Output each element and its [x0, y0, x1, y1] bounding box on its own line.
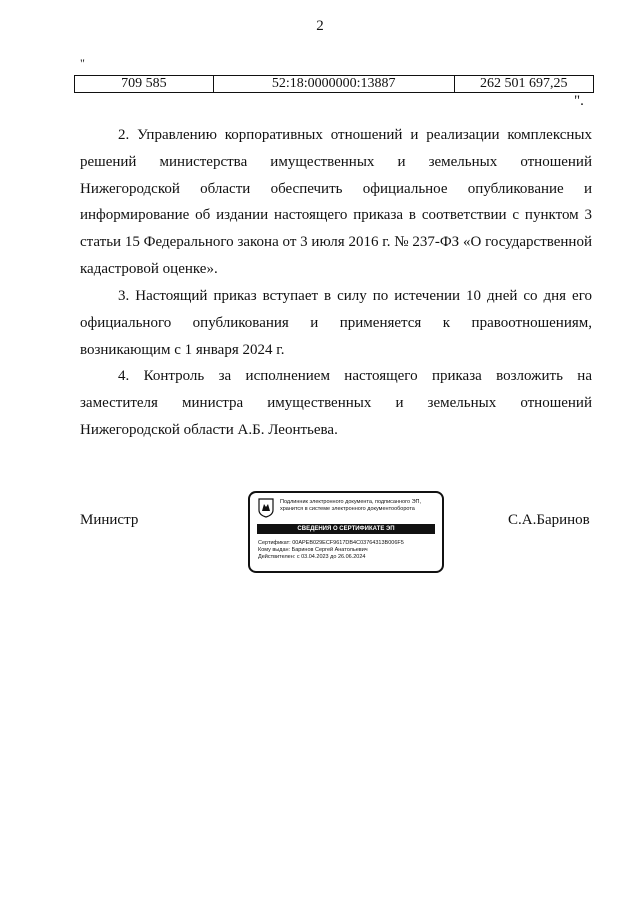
paragraph-3 — [80, 283, 592, 363]
opening-quote: " — [80, 56, 85, 70]
table-row — [75, 76, 594, 93]
stamp-certificate: Сертификат: 00APEB029ECF9617DB4C03764313B006F5 — [258, 540, 404, 546]
stamp-header: СВЕДЕНИЯ О СЕРТИФИКАТЕ ЭП — [257, 524, 435, 534]
table-cell-cadastral-number: 52:18:0000000:13887 — [213, 76, 454, 93]
stamp-line-2: хранится в системе электронного документооборота — [280, 506, 415, 512]
paragraph-2 — [80, 122, 592, 283]
stamp-issued-to: Кому выдан: Баринов Сергей Анатольевич — [258, 547, 368, 553]
signatory-title: Министр — [80, 512, 139, 528]
paragraph-4 — [80, 363, 592, 443]
coat-of-arms-icon — [258, 498, 274, 518]
stamp-line-1: Подлинник электронного документа, подписанного ЭП, — [280, 499, 422, 505]
signatory-name: С.А.Баринов — [508, 512, 590, 528]
table-cell-cadastral-value: 262 501 697,25 — [454, 76, 593, 93]
electronic-signature-stamp — [248, 491, 444, 573]
closing-quote: ". — [574, 93, 584, 109]
paragraph-2-text: 2. Управлению корпоративных отношений и реализации комплексных решений министерства имущественных и земельных отношений Нижегородской области обеспечить официальное опубликование и информирование об издании настоящего приказа в соответствии с пунктом 3 статьи 15 Федерального закона от 3 июля 2016 г. № 237-ФЗ «О государственной кадастровой оценке». — [80, 127, 592, 277]
page-number: 2 — [316, 18, 324, 34]
paragraph-3-text: 3. Настоящий приказ вступает в силу по истечении 10 дней со дня его официального опубликования и применяется к правоотношениям, возникающим с 1 января 2024 г. — [80, 288, 592, 358]
paragraph-4-text: 4. Контроль за исполнением настоящего приказа возложить на заместителя министра имущественных и земельных отношений Нижегородской области А.Б. Леонтьева. — [80, 368, 592, 438]
stamp-validity: Действителен: с 03.04.2023 до 26.06.2024 — [258, 554, 366, 560]
table-cell-area: 709 585 — [75, 76, 214, 93]
cadastral-table — [74, 75, 594, 93]
